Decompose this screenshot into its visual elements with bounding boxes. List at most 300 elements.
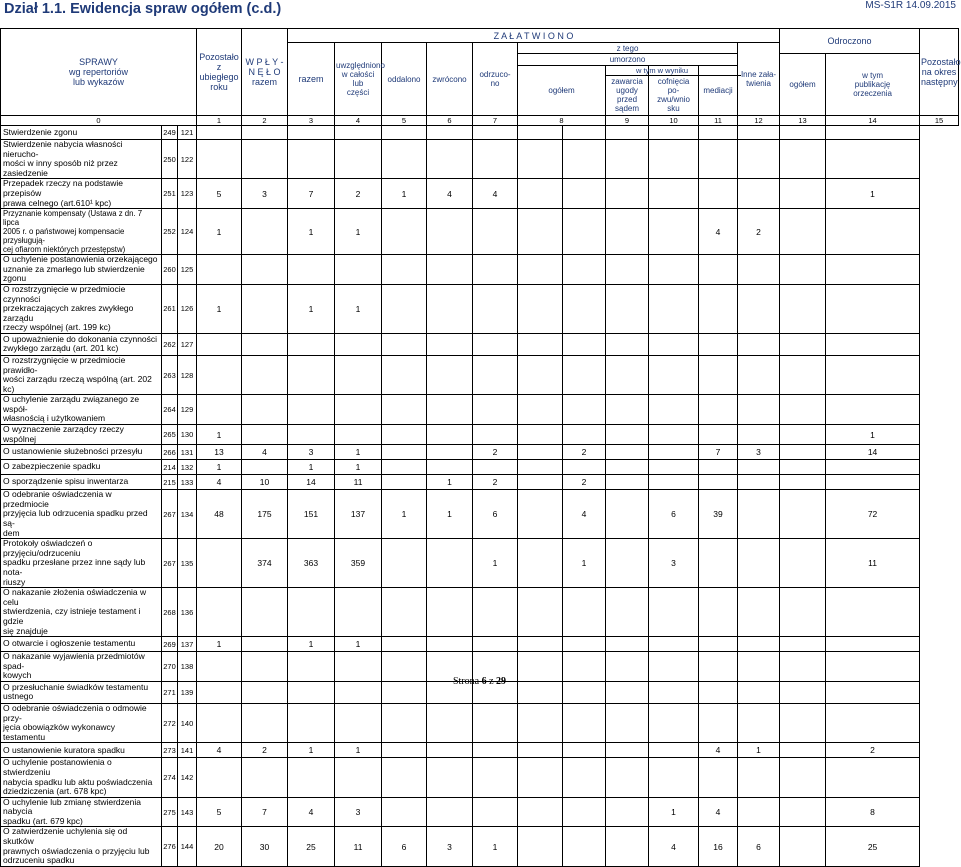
- column-number-9: 9: [606, 116, 649, 126]
- cell-col-14: [780, 255, 826, 285]
- cell-col-5: [382, 539, 427, 588]
- cell-col-12: 39: [699, 490, 738, 539]
- row-line-number: 268: [162, 588, 178, 637]
- cell-col-3: 363: [288, 539, 335, 588]
- cell-col-4: [335, 333, 382, 355]
- cell-col-7: [473, 140, 518, 179]
- cell-col-2: [242, 703, 288, 742]
- form-code: MS-S1R 14.09.2015: [865, 0, 956, 11]
- cell-col-9: [563, 425, 606, 445]
- row-label: O odebranie oświadczenia w przedmiocie przyjęcia lub odrzucenia spadku przed są- dem: [1, 490, 162, 539]
- cell-col-14: [780, 475, 826, 490]
- row-label: O nakazanie wyjawienia przedmiotów spad- kowych: [1, 652, 162, 682]
- column-number-3: 3: [288, 116, 335, 126]
- cell-col-11: 1: [649, 797, 699, 827]
- header-odroczono: Odroczono: [780, 29, 920, 54]
- cell-col-1: [197, 758, 242, 797]
- cell-col-8: [518, 703, 563, 742]
- cell-col-10: [606, 209, 649, 255]
- table-row: [1, 475, 959, 490]
- row-line-number: 249: [162, 126, 178, 140]
- row-label: O otwarcie i ogłoszenie testamentu: [1, 637, 162, 652]
- header-umorzono: umorzono: [518, 54, 738, 66]
- cell-col-13: [738, 126, 780, 140]
- cell-col-7: 1: [473, 827, 518, 866]
- column-number-11: 11: [699, 116, 738, 126]
- cell-col-13: [738, 490, 780, 539]
- cell-col-3: 7: [288, 179, 335, 209]
- cell-col-14: [780, 355, 826, 394]
- row-label: Przyznanie kompensaty (Ustawa z dn. 7 lipca 2005 r. o państwowej kompensacie przysługują- cej ofiarom niektórych przestępstw): [1, 209, 162, 255]
- table-row: [1, 797, 959, 827]
- row-code: 125: [178, 255, 197, 285]
- cell-col-9: [563, 140, 606, 179]
- cell-col-8: [518, 490, 563, 539]
- cell-col-3: 151: [288, 490, 335, 539]
- cell-col-12: [699, 255, 738, 285]
- cell-col-8: [518, 140, 563, 179]
- cell-col-14: [780, 827, 826, 866]
- table-row: [1, 209, 959, 255]
- table-row: [1, 179, 959, 209]
- cell-col-10: [606, 743, 649, 758]
- header-w-tym-w-wyniku: w tym w wyniku: [606, 66, 741, 76]
- row-code: 129: [178, 395, 197, 425]
- cell-col-1: 4: [197, 743, 242, 758]
- cell-col-2: [242, 333, 288, 355]
- cell-col-14: [780, 797, 826, 827]
- row-code: 144: [178, 827, 197, 866]
- cell-col-14: [780, 743, 826, 758]
- cell-col-12: [699, 355, 738, 394]
- row-code: 138: [178, 652, 197, 682]
- cell-col-7: [473, 637, 518, 652]
- row-code: 134: [178, 490, 197, 539]
- cell-col-7: [473, 460, 518, 475]
- cell-col-8: [518, 179, 563, 209]
- cell-col-15: [826, 355, 920, 394]
- cell-col-15: 25: [826, 827, 920, 866]
- cell-col-9: [563, 637, 606, 652]
- cell-col-6: [427, 758, 473, 797]
- cell-col-11: [649, 637, 699, 652]
- cell-col-4: 11: [335, 827, 382, 866]
- cell-col-12: [699, 126, 738, 140]
- cell-col-7: [473, 425, 518, 445]
- cell-col-15: [826, 333, 920, 355]
- cell-col-2: [242, 284, 288, 333]
- table-row: [1, 588, 959, 637]
- cell-col-9: [563, 209, 606, 255]
- cell-col-8: [518, 588, 563, 637]
- cell-col-6: [427, 425, 473, 445]
- cell-col-9: 1: [563, 539, 606, 588]
- cell-col-12: 16: [699, 827, 738, 866]
- cell-col-7: 6: [473, 490, 518, 539]
- row-label: O upoważnienie do dokonania czynności zwykłego zarządu (art. 201 kc): [1, 333, 162, 355]
- table-row: [1, 333, 959, 355]
- table-row: [1, 490, 959, 539]
- row-code: 142: [178, 758, 197, 797]
- cell-col-8: [518, 425, 563, 445]
- cell-col-9: [563, 284, 606, 333]
- header-razem: razem: [288, 43, 335, 116]
- cell-col-12: 4: [699, 743, 738, 758]
- cell-col-10: [606, 797, 649, 827]
- cell-col-2: [242, 588, 288, 637]
- table-row: [1, 255, 959, 285]
- cell-col-2: 7: [242, 797, 288, 827]
- cell-col-5: [382, 460, 427, 475]
- cell-col-4: 1: [335, 284, 382, 333]
- row-line-number: 271: [162, 681, 178, 703]
- cell-col-15: 2: [826, 743, 920, 758]
- column-number-10: 10: [649, 116, 699, 126]
- cell-col-15: [826, 637, 920, 652]
- cell-col-3: [288, 255, 335, 285]
- cell-col-13: [738, 284, 780, 333]
- row-code: 124: [178, 209, 197, 255]
- cell-col-7: [473, 703, 518, 742]
- cell-col-8: [518, 395, 563, 425]
- cell-col-2: [242, 758, 288, 797]
- cell-col-5: [382, 284, 427, 333]
- cell-col-5: [382, 475, 427, 490]
- cell-col-6: [427, 460, 473, 475]
- cell-col-13: [738, 140, 780, 179]
- row-label: O sporządzenie spisu inwentarza: [1, 475, 162, 490]
- cell-col-13: 1: [738, 743, 780, 758]
- cell-col-7: [473, 395, 518, 425]
- cell-col-14: [780, 588, 826, 637]
- cell-col-4: [335, 758, 382, 797]
- cell-col-12: [699, 703, 738, 742]
- cell-col-13: [738, 475, 780, 490]
- table-row: [1, 827, 959, 866]
- cell-col-3: [288, 355, 335, 394]
- cell-col-6: [427, 743, 473, 758]
- cell-col-7: [473, 588, 518, 637]
- cell-col-15: 8: [826, 797, 920, 827]
- cell-col-13: [738, 333, 780, 355]
- cell-col-8: [518, 460, 563, 475]
- row-line-number: 274: [162, 758, 178, 797]
- cell-col-9: 2: [563, 445, 606, 460]
- header-uwzgledniono: uwzględniono w całości lub części: [335, 43, 382, 116]
- cell-col-13: [738, 588, 780, 637]
- cell-col-4: 1: [335, 209, 382, 255]
- cell-col-13: [738, 395, 780, 425]
- cell-col-11: [649, 255, 699, 285]
- cell-col-10: [606, 179, 649, 209]
- row-label: O rozstrzygnięcie w przedmiocie prawidło- wości zarządu rzeczą wspólną (art. 202 kc): [1, 355, 162, 394]
- header-zalatwiono: Z A Ł A T W I O N O: [288, 29, 780, 43]
- cell-col-15: 1: [826, 425, 920, 445]
- cell-col-4: 1: [335, 637, 382, 652]
- cell-col-5: [382, 637, 427, 652]
- cell-col-2: [242, 460, 288, 475]
- cell-col-2: 2: [242, 743, 288, 758]
- cell-col-10: [606, 637, 649, 652]
- cell-col-6: 1: [427, 490, 473, 539]
- cell-col-15: [826, 395, 920, 425]
- cell-col-13: [738, 539, 780, 588]
- row-label: O zabezpieczenie spadku: [1, 460, 162, 475]
- cell-col-9: [563, 797, 606, 827]
- row-line-number: 270: [162, 652, 178, 682]
- cell-col-2: [242, 637, 288, 652]
- cell-col-15: [826, 284, 920, 333]
- cell-col-5: 6: [382, 827, 427, 866]
- cell-col-7: 4: [473, 179, 518, 209]
- cell-col-4: [335, 140, 382, 179]
- cell-col-7: [473, 797, 518, 827]
- cell-col-7: [473, 126, 518, 140]
- cell-col-8: [518, 797, 563, 827]
- cell-col-7: [473, 743, 518, 758]
- cell-col-4: 1: [335, 743, 382, 758]
- cell-col-7: [473, 333, 518, 355]
- cell-col-14: [780, 284, 826, 333]
- cell-col-6: 3: [427, 827, 473, 866]
- cell-col-11: [649, 179, 699, 209]
- cell-col-2: 4: [242, 445, 288, 460]
- cell-col-6: [427, 539, 473, 588]
- row-line-number: 215: [162, 475, 178, 490]
- table-row: [1, 395, 959, 425]
- column-number-2: 2: [242, 116, 288, 126]
- cell-col-11: [649, 588, 699, 637]
- cell-col-14: [780, 179, 826, 209]
- row-code: 140: [178, 703, 197, 742]
- cell-col-4: [335, 355, 382, 394]
- cell-col-14: [780, 703, 826, 742]
- cell-col-10: [606, 255, 649, 285]
- cell-col-5: [382, 395, 427, 425]
- cell-col-2: [242, 355, 288, 394]
- row-line-number: 251: [162, 179, 178, 209]
- cell-col-12: [699, 588, 738, 637]
- cell-col-3: [288, 758, 335, 797]
- cell-col-1: 20: [197, 827, 242, 866]
- cell-col-5: 1: [382, 179, 427, 209]
- cell-col-9: 2: [563, 475, 606, 490]
- cell-col-15: 1: [826, 179, 920, 209]
- cell-col-1: 5: [197, 797, 242, 827]
- row-label: O zatwierdzenie uchylenia się od skutków prawnych oświadczenia o przyjęciu lub odrzuceniu spadku: [1, 827, 162, 866]
- row-code: 122: [178, 140, 197, 179]
- cell-col-1: [197, 333, 242, 355]
- row-line-number: 250: [162, 140, 178, 179]
- cell-col-10: [606, 703, 649, 742]
- cell-col-15: [826, 475, 920, 490]
- cell-col-13: 2: [738, 209, 780, 255]
- cell-col-1: [197, 703, 242, 742]
- table-row: [1, 284, 959, 333]
- cell-col-12: [699, 179, 738, 209]
- row-label: Protokoły oświadczeń o przyjęciu/odrzuceniu spadku przesłane przez inne sądy lub nota- riuszy: [1, 539, 162, 588]
- cell-col-9: [563, 460, 606, 475]
- row-code: 132: [178, 460, 197, 475]
- header-umorzono-ogolem: ogółem: [518, 66, 606, 116]
- cell-col-6: [427, 445, 473, 460]
- cell-col-15: [826, 588, 920, 637]
- cell-col-10: [606, 460, 649, 475]
- cell-col-3: 4: [288, 797, 335, 827]
- cell-col-13: 3: [738, 445, 780, 460]
- table-row: [1, 445, 959, 460]
- cell-col-1: 13: [197, 445, 242, 460]
- cell-col-9: [563, 827, 606, 866]
- cell-col-12: 4: [699, 797, 738, 827]
- cell-col-6: [427, 209, 473, 255]
- cell-col-1: 5: [197, 179, 242, 209]
- cell-col-1: [197, 140, 242, 179]
- cell-col-9: [563, 588, 606, 637]
- cell-col-10: [606, 333, 649, 355]
- cell-col-14: [780, 445, 826, 460]
- row-code: 141: [178, 743, 197, 758]
- cell-col-11: [649, 126, 699, 140]
- cell-col-3: 1: [288, 284, 335, 333]
- cell-col-13: [738, 637, 780, 652]
- cell-col-11: [649, 355, 699, 394]
- header-odroczono-ogolem: ogółem: [780, 54, 826, 116]
- header-wplynelo: W P Ł Y - N Ę Ł O razem: [242, 29, 288, 116]
- cell-col-2: [242, 126, 288, 140]
- cell-col-7: 2: [473, 445, 518, 460]
- cell-col-12: [699, 395, 738, 425]
- row-label: O ustanowienie kuratora spadku: [1, 743, 162, 758]
- cell-col-12: 7: [699, 445, 738, 460]
- table-row: [1, 460, 959, 475]
- cell-col-3: 1: [288, 460, 335, 475]
- cell-col-1: 1: [197, 460, 242, 475]
- column-number-12: 12: [738, 116, 780, 126]
- cell-col-10: [606, 395, 649, 425]
- table-row: [1, 539, 959, 588]
- cell-col-8: [518, 255, 563, 285]
- cell-col-10: [606, 140, 649, 179]
- table-row: [1, 140, 959, 179]
- cell-col-6: [427, 255, 473, 285]
- cell-col-2: 30: [242, 827, 288, 866]
- table-body: [1, 126, 959, 867]
- cell-col-10: [606, 490, 649, 539]
- cell-col-5: [382, 425, 427, 445]
- header-mediacji: mediacji: [699, 66, 738, 116]
- row-line-number: 262: [162, 333, 178, 355]
- cell-col-13: [738, 460, 780, 475]
- row-code: 136: [178, 588, 197, 637]
- row-line-number: 272: [162, 703, 178, 742]
- cell-col-11: [649, 460, 699, 475]
- cell-col-3: [288, 588, 335, 637]
- header-sprawy: SPRAWY wg repertoriów lub wykazów: [1, 29, 197, 116]
- cell-col-15: [826, 460, 920, 475]
- header-w-tym-publikacje: w tym publikację orzeczenia: [826, 54, 920, 116]
- cell-col-14: [780, 333, 826, 355]
- table-row: [1, 126, 959, 140]
- row-line-number: 266: [162, 445, 178, 460]
- row-label: O uchylenie postanowienia o stwierdzeniu nabycia spadku lub aktu poświadczenia dziedziczenia (art. 678 kpc): [1, 758, 162, 797]
- column-numbers-row: [1, 116, 959, 126]
- cell-col-12: [699, 460, 738, 475]
- cell-col-15: 14: [826, 445, 920, 460]
- row-label: O rozstrzygnięcie w przedmiocie czynności przekraczających zakres zwykłego zarządu rzeczy wspólnej (art. 199 kc): [1, 284, 162, 333]
- cell-col-11: [649, 445, 699, 460]
- header-zwrocono: zwrócono: [427, 43, 473, 116]
- cell-col-5: [382, 140, 427, 179]
- column-number-15: 15: [920, 116, 959, 126]
- column-number-13: 13: [780, 116, 826, 126]
- cell-col-4: [335, 425, 382, 445]
- cell-col-13: [738, 797, 780, 827]
- cell-col-10: [606, 445, 649, 460]
- cell-col-6: [427, 588, 473, 637]
- row-line-number: 275: [162, 797, 178, 827]
- cell-col-3: 25: [288, 827, 335, 866]
- cell-col-14: [780, 637, 826, 652]
- cell-col-2: [242, 209, 288, 255]
- cell-col-6: [427, 797, 473, 827]
- cell-col-14: [780, 758, 826, 797]
- cell-col-2: [242, 255, 288, 285]
- cell-col-2: [242, 425, 288, 445]
- row-label: Przepadek rzeczy na podstawie przepisów prawa celnego (art.610¹ kpc): [1, 179, 162, 209]
- cell-col-3: 1: [288, 209, 335, 255]
- row-label: O odebranie oświadczenia o odmowie przy- jęcia obowiązków wykonawcy testamentu: [1, 703, 162, 742]
- cell-col-5: [382, 255, 427, 285]
- cell-col-11: 4: [649, 827, 699, 866]
- cell-col-3: [288, 425, 335, 445]
- header-oddalono: oddalono: [382, 43, 427, 116]
- cell-col-12: [699, 333, 738, 355]
- cell-col-1: 4: [197, 475, 242, 490]
- row-code: 126: [178, 284, 197, 333]
- cell-col-1: 1: [197, 209, 242, 255]
- column-number-4: 4: [335, 116, 382, 126]
- cell-col-13: [738, 758, 780, 797]
- column-number-8: 8: [518, 116, 606, 126]
- cell-col-14: [780, 126, 826, 140]
- cell-col-11: [649, 743, 699, 758]
- row-label: O wyznaczenie zarządcy rzeczy wspólnej: [1, 425, 162, 445]
- cell-col-9: [563, 758, 606, 797]
- cell-col-1: [197, 395, 242, 425]
- cell-col-2: 3: [242, 179, 288, 209]
- cell-col-3: 1: [288, 743, 335, 758]
- cell-col-6: 1: [427, 475, 473, 490]
- row-label: O uchylenie lub zmianę stwierdzenia nabycia spadku (art. 679 kpc): [1, 797, 162, 827]
- cell-col-11: 6: [649, 490, 699, 539]
- cell-col-14: [780, 140, 826, 179]
- cell-col-1: 48: [197, 490, 242, 539]
- row-code: 123: [178, 179, 197, 209]
- cell-col-12: [699, 637, 738, 652]
- cell-col-6: [427, 140, 473, 179]
- cell-col-15: [826, 209, 920, 255]
- cell-col-15: [826, 758, 920, 797]
- column-number-1: 1: [197, 116, 242, 126]
- cell-col-13: [738, 255, 780, 285]
- cell-col-12: [699, 539, 738, 588]
- cell-col-13: [738, 425, 780, 445]
- cell-col-11: [649, 703, 699, 742]
- cell-col-4: [335, 126, 382, 140]
- row-code: 139: [178, 681, 197, 703]
- cell-col-3: [288, 703, 335, 742]
